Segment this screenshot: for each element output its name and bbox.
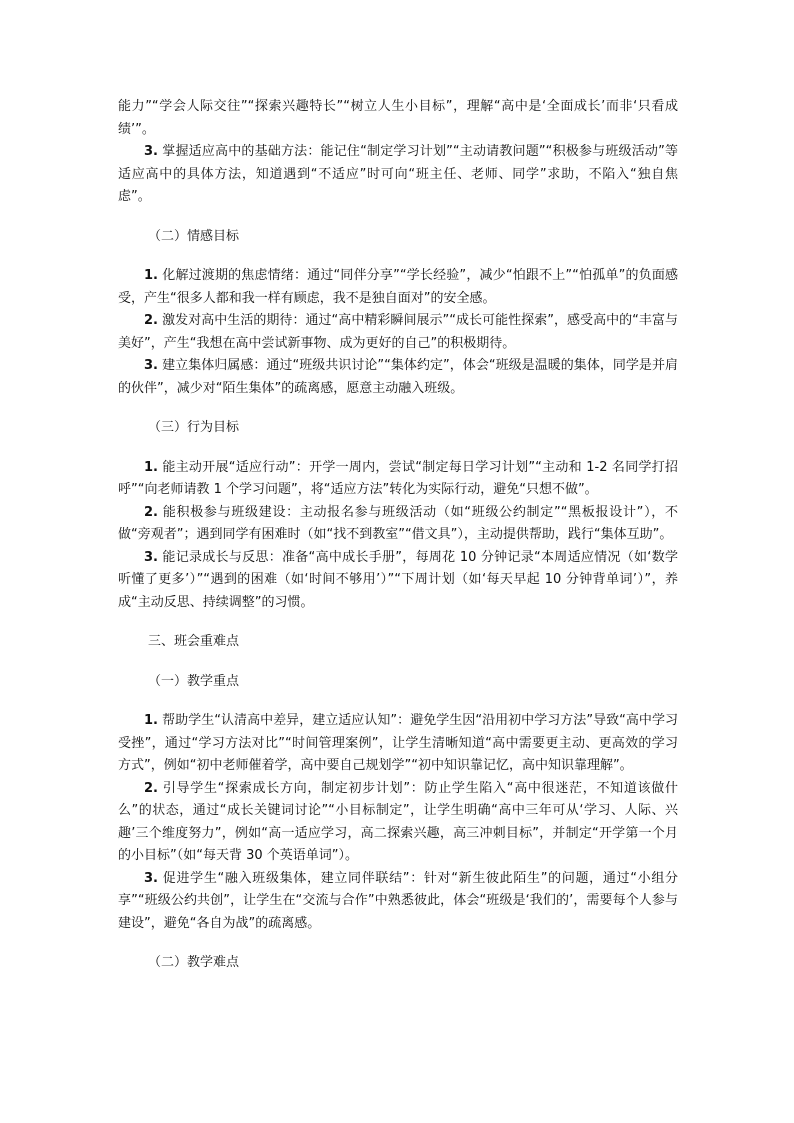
item-text: 化解过渡期的焦虑情绪：通过“同伴分享”“学长经验”，减少“怕跟不上”“怕孤单”的负面感受，产生“很多人都和我一样有顾虑，我不是独自面对”的安全感。 [118, 268, 678, 306]
item-number: 1. [144, 713, 158, 728]
heading-section-key-difficulties: 三、班会重难点 [148, 634, 240, 649]
paragraph-key-point-1 [118, 710, 678, 778]
paragraph-cognitive-goal-2-continued: 能力”“学会人际交往”“探索兴趣特长”“树立人生小目标”，理解“高中是‘全面成长’而非‘只看成绩’”。 [118, 99, 678, 137]
paragraph-key-point-3 [118, 868, 678, 936]
item-text: 能记录成长与反思：准备“高中成长手册”，每周花 10 分钟记录“本周适应情况（如‘数学听懂了更多’）”“遇到的困难（如‘时间不够用’）”“下周计划（如‘每天早起 10 分钟背单词’）”，养成“主动反思、持续调整”的习惯。 [118, 549, 678, 610]
paragraph-emotional-goal-1 [118, 265, 678, 310]
paragraph-emotional-goal-2 [118, 310, 678, 355]
item-text: 激发对高中生活的期待：通过“高中精彩瞬间展示”“成长可能性探索”，感受高中的“丰富与美好”，产生“我想在高中尝试新事物、成为更好的自己”的积极期待。 [118, 313, 678, 351]
item-text: 能主动开展“适应行动”：开学一周内，尝试“制定每日学习计划”“主动和 1-2 名同学打招呼”“向老师请教 1 个学习问题”，将“适应方法”转化为实际行动，避免“只想不做”。 [118, 459, 678, 497]
paragraph-cognitive-goal-3 [118, 141, 678, 209]
item-number: 3. [144, 358, 158, 373]
heading-behavior-goals: （三）行为目标 [148, 420, 240, 435]
item-text: 掌握适应高中的基础方法：能记住“制定学习计划”“主动请教问题”“积极参与班级活动”等适应高中的具体方法，知道遇到“不适应”时可向“班主任、老师、同学”求助，不陷入“独自焦虑”。 [118, 144, 678, 204]
item-number: 3. [144, 144, 158, 159]
item-text: 帮助学生“认清高中差异，建立适应认知”：避免学生因“沿用初中学习方法”导致“高中学习受挫”，通过“学习方法对比”“时间管理案例”，让学生清晰知道“高中需要更主动、更高效的学习方式”，例如“初中老师催着学，高中要自己规划学”“初中知识靠记忆，高中知识靠理解”。 [118, 713, 678, 773]
item-text: 引导学生“探索成长方向，制定初步计划”：防止学生陷入“高中很迷茫，不知道该做什么”的状态，通过“成长关键词讨论”“小目标制定”，让学生明确“高中三年可从‘学习、人际、兴趣’三个维度努力”，例如“高一适应学习，高二探索兴趣，高三冲刺目标”，并制定“开学第一个月的小目标”（如“每天背 30 个英语单词”）。 [118, 780, 678, 863]
paragraph-behavior-goal-3 [118, 547, 678, 615]
document-body [118, 96, 678, 975]
item-number: 1. [144, 459, 158, 475]
item-number: 2. [144, 780, 158, 796]
item-number: 1. [144, 268, 158, 283]
item-text: 能积极参与班级建设：主动报名参与班级活动（如“班级公约制定”“黑板报设计”），不做“旁观者”；遇到同学有困难时（如“找不到教室”“借文具”），主动提供帮助，践行“集体互助”。 [118, 504, 678, 542]
heading-emotional-goals: （二）情感目标 [148, 228, 240, 244]
paragraph-key-point-2 [118, 778, 678, 868]
item-number: 2. [144, 504, 158, 520]
heading-teaching-key-points: （一）教学重点 [148, 673, 240, 689]
item-number: 3. [144, 549, 158, 565]
paragraph-behavior-goal-2 [118, 502, 678, 547]
item-text: 促进学生“融入班级集体，建立同伴联结”：针对“新生彼此陌生”的问题，通过“小组分享”“班级公约共创”，让学生在“交流与合作”中熟悉彼此，体会“班级是‘我们的’，需要每个人参与建设”，避免“各自为战”的疏离感。 [118, 870, 678, 931]
item-number: 3. [144, 870, 158, 886]
item-number: 2. [144, 313, 158, 328]
paragraph-emotional-goal-3 [118, 355, 678, 400]
paragraph-behavior-goal-1 [118, 457, 678, 502]
heading-teaching-difficulties: （二）教学难点 [148, 955, 240, 970]
item-text: 建立集体归属感：通过“班级共识讨论”“集体约定”，体会“班级是温暖的集体，同学是并肩的伙伴”，减少对“陌生集体”的疏离感，愿意主动融入班级。 [118, 358, 678, 396]
